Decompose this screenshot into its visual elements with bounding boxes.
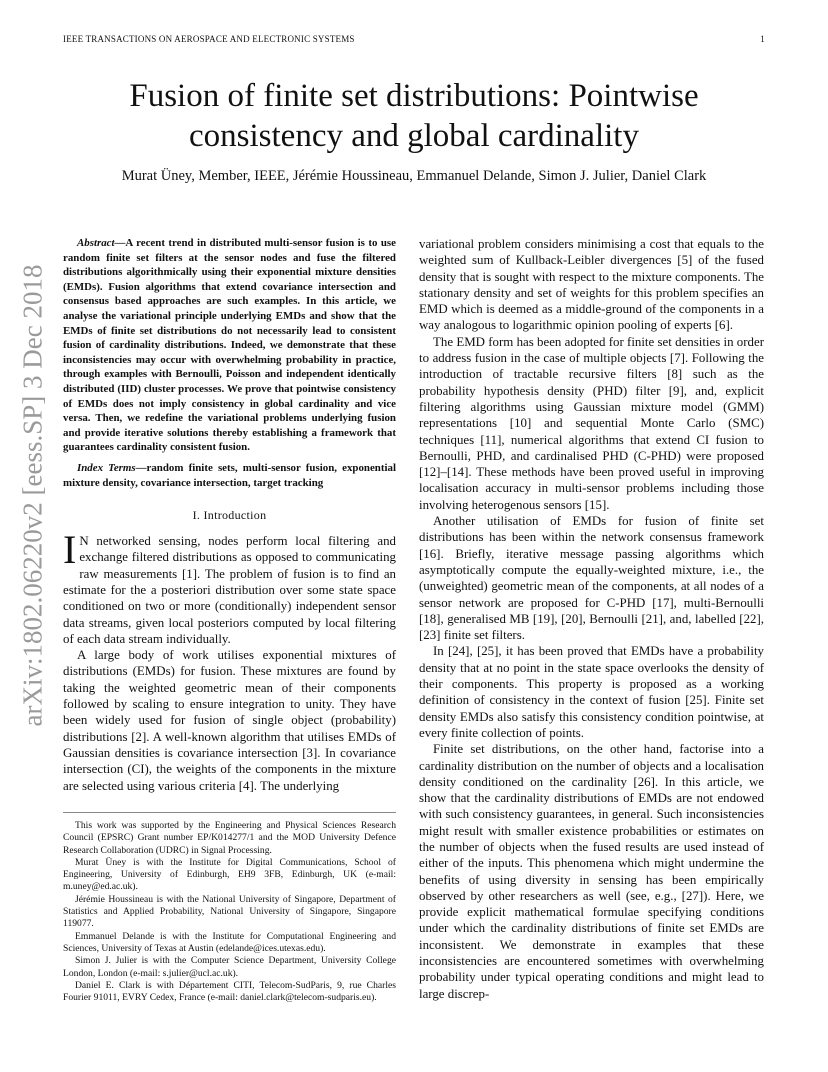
page-number: 1 [760,34,765,44]
arxiv-identifier: arXiv:1802.06220v2 [eess.SP] 3 Dec 2018 [17,264,48,727]
section-heading: I. Introduction [192,508,267,523]
authors-text: Murat Üney, Member, IEEE, Jérémie Houssineau, Emmanuel Delande, Simon J. Julier, Daniel Clark [121,168,707,184]
index-terms-text: —random finite sets, multi-sensor fusion, exponential mixture density, covariance intersection, target tracking [63,461,396,489]
title-line-1: Fusion of finite set distributions: Pointwise [129,78,699,114]
footnote-author-5: Daniel E. Clark is with Département CITI, Telecom-SudParis, 9, rue Charles Fourier 91011, EVRY Cedex, France (e-mail: daniel.clark@telecom-sudparis.eu). [63,979,396,1004]
index-terms [63,461,396,490]
right-paragraph-1: variational problem considers minimising a cost that equals to the weighted sum of Kullback-Leibler divergences [5] of the fused density that is sought with respect to the mixture components. The stationary density and set of weights for this problem specifies an EMD which is deemed as a middle-ground of the components in a way analogous to logarithmic opinion pooling of experts [6]. [419,237,764,333]
footnote-rule [63,812,396,813]
footnotes [63,820,396,1004]
index-terms-label: Index Terms [77,461,136,474]
journal-name: IEEE TRANSACTIONS ON AEROSPACE AND ELECTRONIC SYSTEMS [63,34,355,44]
right-paragraph-4: In [24], [25], it has been proved that EMDs have a probability density that at no point in the state space overlooks the density of their components. This property is proposed as a working definition of consistency in the context of fusion [25]. Finite set density EMDs also satisfy this consistency condition pointwise, at every finite collection of points. [419,644,764,740]
author-list [60,168,768,185]
left-column [63,236,396,794]
footnote-author-4: Simon J. Julier is with the Computer Science Department, University College London, London (e-mail: s.julier@ucl.ac.uk). [63,955,396,979]
running-header [63,34,765,48]
abstract [63,236,396,455]
intro-paragraph-2: A large body of work utilises exponential mixtures of distributions (EMDs) for fusion. These mixtures are found by taking the weighted geometric mean of their components followed by scaling to ensure integration to unity. They have been widely used for fusion of single object (probability) distributions [2]. A well-known algorithm that utilises EMDs of Gaussian densities is covariance intersection [3]. In covariance intersection (CI), the weights of the components in the mixture are selected using various criteria [4]. The underlying [63,648,396,793]
right-paragraph-3: Another utilisation of EMDs for fusion of finite set distributions has been within the network consensus framework [16]. Briefly, iterative message passing algorithms which asymptotically compute the equally-weighted mixture, i.e., the (unweighted) geometric mean of the components, at all nodes of a sensor network are proposed for C-PHD [17], multi-Bernoulli [18], generalised MB [19], [20], Bernoulli [21], and, labelled [22], [23] finite set filters. [419,514,764,643]
abstract-text: —A recent trend in distributed multi-sensor fusion is to use random finite set filters at the sensor nodes and fuse the filtered distributions algorithmically using their exponential mixture densities (EMDs). Fusion algorithms that extend covariance intersection and consensus based approaches are such examples. In this article, we analyse the variational principle underlying EMDs and show that the EMDs of finite set distributions do not necessarily lead to consistent fusion of cardinality distributions. Indeed, we demonstrate that these inconsistencies may occur with overwhelming probability in practice, through examples with Bernoulli, Poisson and independent identically distributed (IID) cluster processes. We prove that pointwise consistency of EMDs does not imply consistency in global cardinality and vice versa. Then, we redefine the variational problems underlying fusion and provide iterative solutions thereby establishing a framework that guarantees cardinality consistent fusion. [63,237,396,454]
title-line-2: consistency and global cardinality [189,118,639,154]
footnote-author-1: Murat Üney is with the Institute for Digital Communications, School of Engineering, University of Edinburgh, EH9 3FB, Edinburgh, UK (e-mail: m.uney@ed.ac.uk). [63,856,396,893]
abstract-label: Abstract [77,237,115,249]
intro-paragraph-1 [63,527,396,647]
right-paragraph-5: Finite set distributions, on the other hand, factorise into a cardinality distribution on the number of objects and a localisation density conditioned on the cardinality [26]. In this article, we show that the cardinality distributions of EMDs are not endowed with such consistency guarantees, in general. Such inconsistencies might result with smaller existence probabilities or estimates on the number of objects when the fused results are used instead of either of the inputs. This phenomena which might undermine the benefits of using diversity in sensing has been empirically observed by other researchers as well (see, e.g., [27]). Here, we provide explicit mathematical formulae specifying conditions under which the cardinality distributions of finite set EMDs are inconsistent. We demonstrate in examples that these inconsistencies are encountered sometimes with overwhelming probability under typical operating conditions and might lead to large discrep- [419,742,764,1001]
footnote-funding: This work was supported by the Engineering and Physical Sciences Research Council (EPSRC) Grant number EP/K014277/1 and the MOD University Defence Research Collaboration (UDRC) in Signal Processing. [63,820,396,856]
intro-paragraph-1-text: N networked sensing, nodes perform local filtering and exchange filtered distributions as opposed to communicating raw measurements [1]. The problem of fusion is to find an estimate for the a posteriori distribution over some state space conditioned on two or more (conditionally) independent sensor data streams, given local posteriors computed by local filtering of each data stream individually. [63,534,396,646]
footnote-author-3: Emmanuel Delande is with the Institute for Computational Engineering and Sciences, University of Texas at Austin (edelande@ices.utexas.edu). [63,930,396,954]
arxiv-stamp [13,240,53,760]
footnote-author-2: Jérémie Houssineau is with the National University of Singapore, Department of Statistics and Applied Probability, National University of Singapore, Singapore 119077. [63,893,396,930]
intro-body-left [63,527,396,794]
right-paragraph-2: The EMD form has been adopted for finite set densities in order to address fusion in the case of multiple objects [7]. Following the introduction of tractable recursive filters [8] such as the probability hypothesis density (PHD) filter [9], and, explicit filtering algorithms using Gaussian mixture model (GMM) representations [10] and sequential Monte Carlo (SMC) techniques [11], numerical algorithms that extend CI fusion to Bernoulli, PHD, and cardinalised PHD (C-PHD) were proposed [12]–[14]. These methods have been proved useful in improving localisation accuracy in multi-sensor problems including those involving heterogenous sensors [15]. [419,334,764,512]
paper-title [60,76,768,156]
drop-cap: I [63,527,77,573]
right-column [419,236,764,1002]
